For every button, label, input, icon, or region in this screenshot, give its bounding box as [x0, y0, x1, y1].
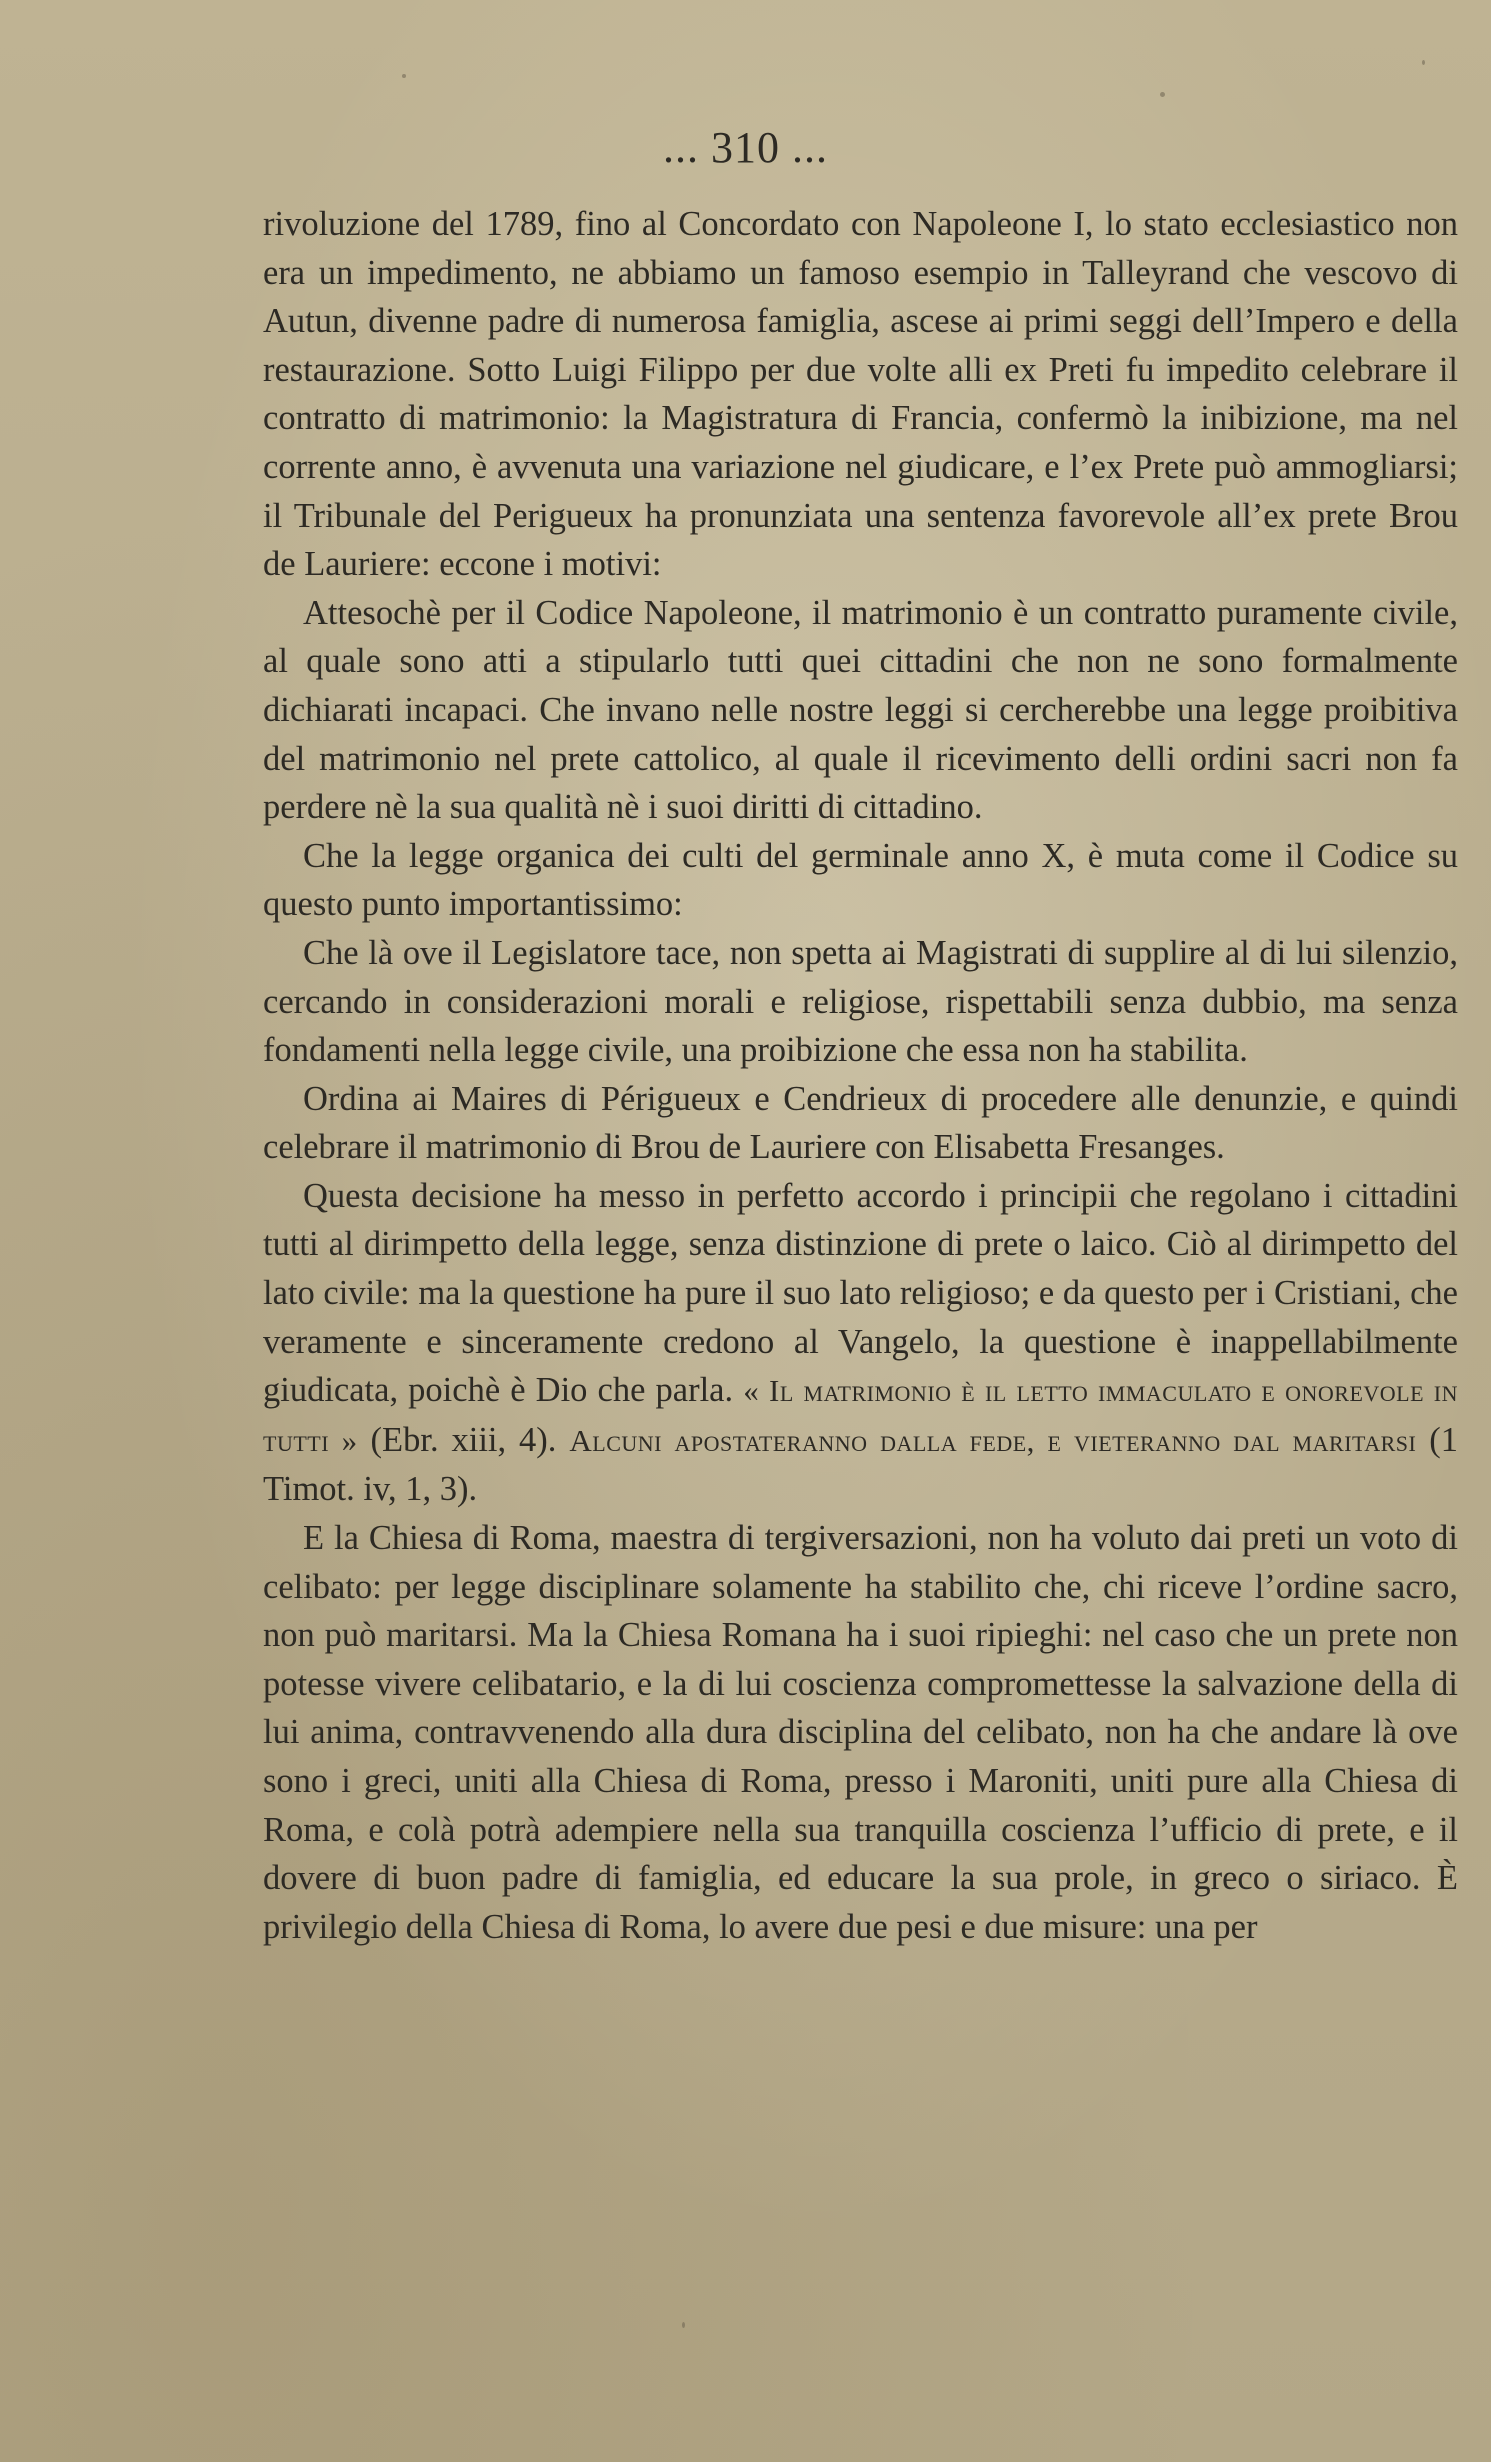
- paper-speck: [682, 2322, 685, 2328]
- paragraph-questa-decisione: [263, 1172, 1458, 1514]
- paper-speck: [1422, 60, 1425, 65]
- paragraph-ordina: Ordina ai Maires di Périgueux e Cendrieux di procedere alle denunzie, e quindi celebrare il matrimonio di Brou de Lauriere con Elisabetta Fresanges.: [263, 1079, 1458, 1167]
- paper-speck: [1160, 92, 1165, 97]
- scripture-ref-hebrews: (Ebr. xiii, 4).: [370, 1420, 557, 1459]
- paragraph-attesoche: Attesochè per il Codice Napoleone, il matrimonio è un contratto puramente civile, al quale sono atti a stipularlo tutti quei cittadini che non ne sono formalmente dichiarati incapaci. Che invano nelle nostre leggi si cercherebbe una legge proibitiva del matrimonio nel prete cattolico, al quale il ricevimento delli ordini sacri non fa perdere nè la sua qualità nè i suoi diritti di cittadino.: [263, 593, 1458, 827]
- paper-speck: [402, 74, 406, 78]
- paragraph-legge-organica: Che la legge organica dei culti del germinale anno X, è muta come il Codice su questo punto importantissimo:: [263, 836, 1458, 924]
- scripture-quote-timothy: Alcuni apostateranno dalla fede, e vieteranno dal maritarsi: [569, 1422, 1417, 1458]
- paragraph-revolution: rivoluzione del 1789, fino al Concordato con Napoleone I, lo stato ecclesiastico non era un impedimento, ne abbiamo un famoso esempio in Talleyrand che vescovo di Autun, divenne padre di numerosa famiglia, ascese ai primi seggi dell’Impero e della restaurazione. Sotto Luigi Filippo per due volte alli ex Preti fu impedito celebrare il contratto di matrimonio: la Magistratura di Francia, confermò la inibizione, ma nel corrente anno, è avvenuta una variazione nel giudicare, e l’ex Prete può ammogliarsi; il Tribunale del Perigueux ha pronunziata una sentenza favorevole all’ex prete Brou de Lauriere: eccone i motivi:: [263, 205, 1458, 584]
- scripture-ref-timothy: (1 Timot. iv, 1, 3).: [263, 1420, 1458, 1509]
- scripture-quote-hebrews: « Il matrimonio è il letto immaculato e onorevole in tutti »: [263, 1373, 1459, 1458]
- paragraph-chiesa-di-roma: E la Chiesa di Roma, maestra di tergiversazioni, non ha voluto dai preti un voto di celibato: per legge disciplinare solamente ha stabilito che, chi riceve l’ordine sacro, non può maritarsi. Ma la Chiesa Romana ha i suoi ripieghi: nel caso che un prete non potesse vivere celibatario, e la di lui coscienza compromettesse la salvazione della di lui anima, contravvenendo alla dura disciplina del celibato, non ha che andare là ove sono i greci, uniti alla Chiesa di Roma, presso i Maroniti, uniti pure alla Chiesa di Roma, e colà potrà adempiere nella sua tranquilla coscienza l’ufficio di prete, e il dovere di buon padre di famiglia, ed educare la sua prole, in greco o siriaco. È privilegio della Chiesa di Roma, lo avere due pesi e due misure: una per: [263, 1519, 1458, 1946]
- page-number: ... 310 ...: [663, 123, 828, 172]
- decision-text: Questa decisione ha messo in perfetto accordo i principii che regolano i cittadini tutti al dirimpetto della legge, senza distinzione di prete o laico. Ciò al dirimpetto del lato civile: ma la questione ha pure il suo lato religioso; e da questo per i Cristiani, che veramente e sinceramente credono al Vangelo, la questione è inappellabilmente giudicata, poichè è Dio che parla.: [263, 1176, 1458, 1410]
- paragraph-legislatore: Che là ove il Legislatore tace, non spetta ai Magistrati di supplire al di lui silenzio, cercando in considerazioni morali e religiose, rispettabili senza dubbio, ma senza fondamenti nella legge civile, una proibizione che essa non ha stabilita.: [263, 933, 1458, 1070]
- body-text: [263, 200, 1458, 1951]
